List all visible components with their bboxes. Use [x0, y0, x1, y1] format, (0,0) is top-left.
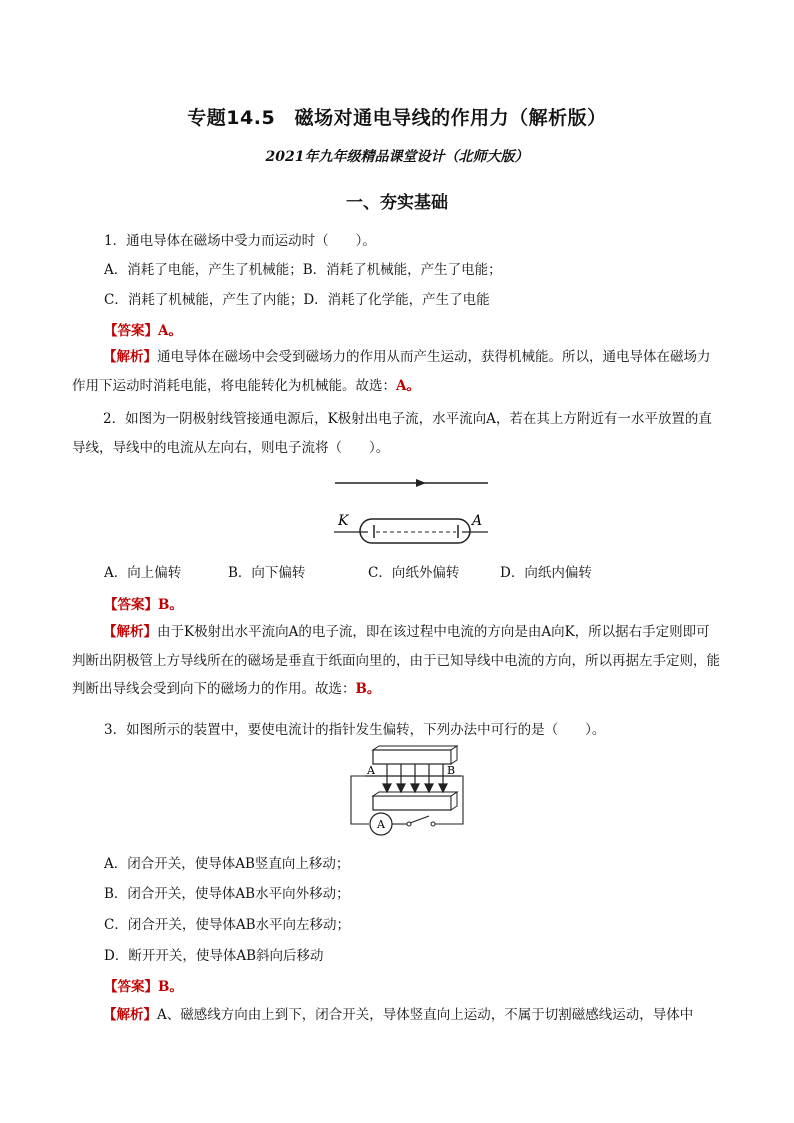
q2-stem: 2．如图为一阴极射线管接通电源后，K极射出电子流，水平流向A，若在其上方附近有一水平放置的直导线，导线中的电流从左向右，则电子流将（ ）。 [72, 411, 712, 456]
analysis-choice: B。 [355, 681, 381, 697]
analysis-text: 由于K极射出水平流向A的电子流，即在该过程中电流的方向是由A向K，所以据右手定则即可判断出阴极管上方导线所在的磁场是垂直于纸面向里的，由于已知导线中电流的方向，所以再据左手定则，能判断出导线会受到向下的磁场力的作用。故选： [72, 624, 720, 697]
switch-blade [410, 816, 429, 823]
analysis-choice: A。 [396, 377, 420, 394]
q3-option-c: C．闭合开关，使导体AB水平向左移动； [104, 917, 350, 933]
analysis-tag: 【解析】 [103, 624, 157, 640]
q2-option-a: A．向上偏转 [104, 565, 182, 581]
q2-option-d: D．向纸内偏转 [500, 565, 592, 581]
q2-analysis [72, 618, 722, 704]
label-k: K [338, 513, 349, 529]
answer-value: A。 [158, 323, 182, 339]
analysis-text: 通电导体在磁场中会受到磁场力的作用从而产生运动，获得机械能。所以，通电导体在磁场力作用下运动时消耗电能，将电能转化为机械能。故选： [72, 349, 711, 394]
analysis-tag: 【解析】 [103, 349, 157, 365]
analysis-text: A、磁感线方向由上到下，闭合开关，导体竖直向上运动，不属于切割磁感线运动，导体中 [157, 1007, 694, 1023]
doc-subtitle: 2021年九年级精品课堂设计（北师大版） [265, 149, 529, 165]
q2-option-c: C．向纸外偏转 [368, 565, 460, 581]
section-heading: 一、夯实基础 [346, 193, 448, 213]
answer-tag: 【答案】 [104, 323, 158, 339]
label-b: B [447, 764, 456, 777]
circuit-wire-left [351, 776, 369, 824]
q1-options-cd: C．消耗了机械能，产生了内能；D．消耗了化学能，产生了电能 [104, 292, 490, 308]
label-a: A [472, 513, 483, 529]
q2-option-b: B．向下偏转 [228, 565, 306, 581]
q1-stem: 1．通电导体在磁场中受力而运动时（ ）。 [104, 233, 376, 249]
q3-analysis [72, 1001, 722, 1030]
answer-tag: 【答案】 [104, 979, 158, 995]
label-a: A [367, 764, 375, 777]
doc-title: 专题14.5 磁场对通电导线的作用力（解析版） [187, 107, 607, 129]
switch-contact-right [431, 822, 435, 826]
q2-answer [104, 593, 183, 613]
q3-stem: 3．如图所示的装置中，要使电流计的指针发生偏转，下列办法中可行的是（ ）。 [104, 722, 606, 738]
answer-value: B。 [158, 979, 183, 995]
q3-option-b: B．闭合开关，使导体AB水平向外移动； [104, 886, 350, 902]
magnetic-field-arrows [383, 764, 447, 792]
q3-option-a: A．闭合开关，使导体AB竖直向上移动； [104, 856, 350, 872]
current-arrow-icon [416, 479, 426, 487]
q1-analysis [72, 343, 722, 400]
q3-option-d: D．断开开关，使导体AB斜向后移动 [104, 948, 324, 964]
analysis-tag: 【解析】 [103, 1007, 157, 1023]
cathode-ray-tube-figure [330, 475, 492, 550]
upper-magnet [373, 750, 451, 764]
lower-magnet [373, 796, 451, 810]
answer-value: B。 [158, 597, 183, 613]
q1-options-ab: A．消耗了电能，产生了机械能；B．消耗了机械能，产生了电能； [104, 262, 502, 278]
galvanometer-label: A [377, 818, 385, 831]
q1-answer [104, 319, 182, 339]
tube-body [360, 519, 470, 543]
q3-answer [104, 975, 183, 995]
electromagnetic-induction-figure [343, 744, 468, 836]
answer-tag: 【答案】 [104, 597, 158, 613]
